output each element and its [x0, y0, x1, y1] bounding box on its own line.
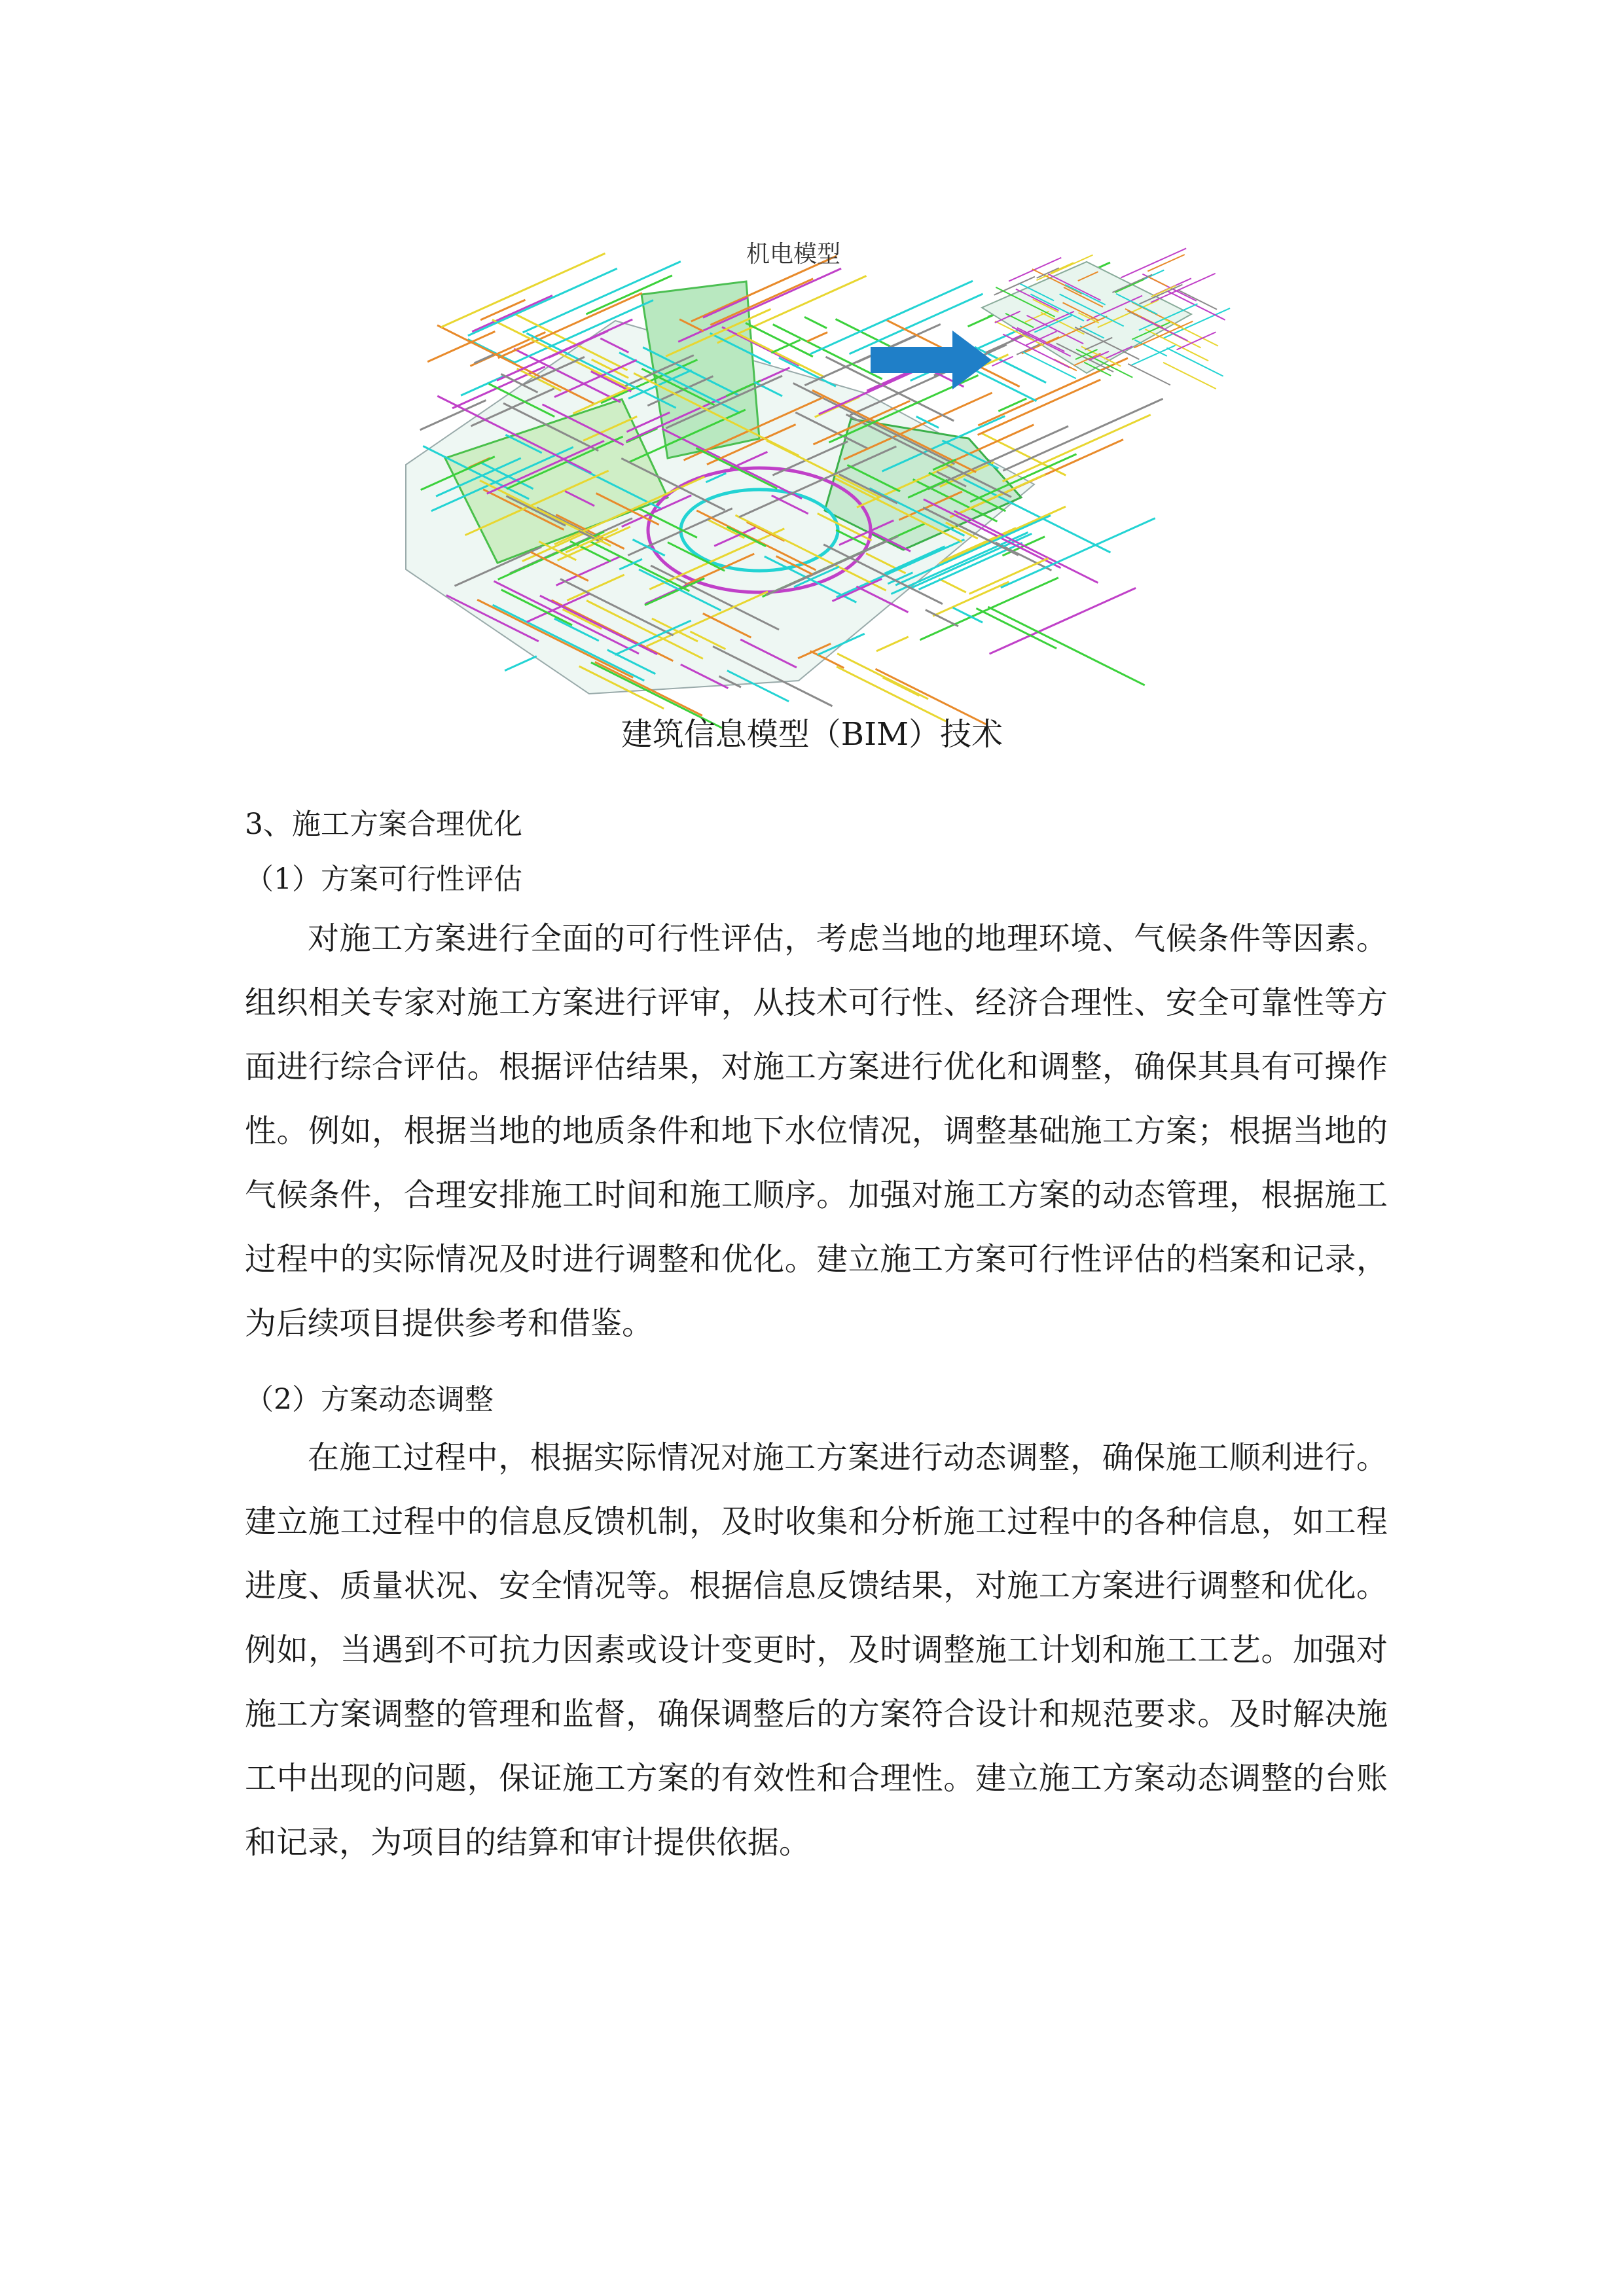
- subsection-1-body: 对施工方案进行全面的可行性评估，考虑当地的地理环境、气候条件等因素。组织相关专家对施工方案进行评审，从技术可行性、经济合理性、安全可靠性等方面进行综合评估。根据评估结果，对施工方案进行优化和调整，确保其具有可操作性。例如，根据当地的地质条件和地下水位情况，调整基础施工方案；根据当地的气候条件，合理安排施工时间和施工顺序。加强对施工方案的动态管理，根据施工过程中的实际情况及时进行调整和优化。建立施工方案可行性评估的档案和记录，为后续项目提供参考和借鉴。: [245, 920, 1388, 1342]
- pipe-line: [939, 579, 966, 592]
- pipe-line: [1003, 415, 1151, 482]
- pipe-line: [1163, 363, 1216, 389]
- pipe-line: [1134, 340, 1167, 356]
- subsection-2-title: （2）方案动态调整: [245, 1383, 494, 1416]
- pipe-line: [810, 281, 973, 354]
- pipe-line: [1121, 248, 1186, 278]
- bim-figure: [393, 223, 1244, 733]
- pipe-line: [804, 317, 827, 328]
- subsection-2-body: 在施工过程中，根据实际情况对施工方案进行动态调整，确保施工顺利进行。建立施工过程中的信息反馈机制，及时收集和分析施工过程中的各种信息，如工程进度、质量状况、安全情况等。根据信息反馈结果，对施工方案进行调整和优化。例如，当遇到不可抗力因素或设计变更时，及时调整施工计划和施工工艺。加强对施工方案调整的管理和监督，确保调整后的方案符合设计和规范要求。及时解决施工中出现的问题，保证施工方案的有效性和合理性。建立施工方案动态调整的台账和记录，为项目的结算和审计提供依据。: [245, 1439, 1388, 1861]
- pipe-line: [1017, 343, 1042, 354]
- pipe-line: [1128, 364, 1170, 385]
- pipe-line: [978, 380, 1101, 435]
- figure-caption: 建筑信息模型（BIM）技术: [621, 716, 1003, 753]
- pipe-line: [1146, 329, 1209, 361]
- pipe-line: [1132, 346, 1176, 365]
- pipe-line: [876, 637, 909, 651]
- bim-model-image: [393, 223, 1244, 733]
- pipe-line: [837, 667, 946, 722]
- pipe-line: [1166, 348, 1223, 376]
- pipe-line: [505, 656, 537, 671]
- pipe-line: [441, 253, 605, 327]
- pipe-line: [1001, 518, 1155, 588]
- pipe-line: [835, 319, 891, 348]
- pipe-line: [1147, 276, 1167, 286]
- pipe-line: [475, 353, 496, 363]
- pipe-line: [837, 654, 928, 699]
- pipe-line: [461, 376, 503, 395]
- pipe-line: [807, 332, 827, 342]
- pipe-line: [771, 340, 800, 353]
- pipe-line: [1003, 399, 1163, 471]
- pipe-line: [427, 331, 495, 361]
- section-title: 3、施工方案合理优化: [245, 808, 522, 841]
- mep-model-small: [982, 248, 1230, 389]
- subsection-1-title: （1）方案可行性评估: [245, 863, 522, 896]
- pipe-line: [1151, 274, 1216, 302]
- pipe-line: [468, 339, 515, 363]
- pipe-line: [1151, 285, 1176, 296]
- figure-label: 机电模型: [746, 241, 841, 268]
